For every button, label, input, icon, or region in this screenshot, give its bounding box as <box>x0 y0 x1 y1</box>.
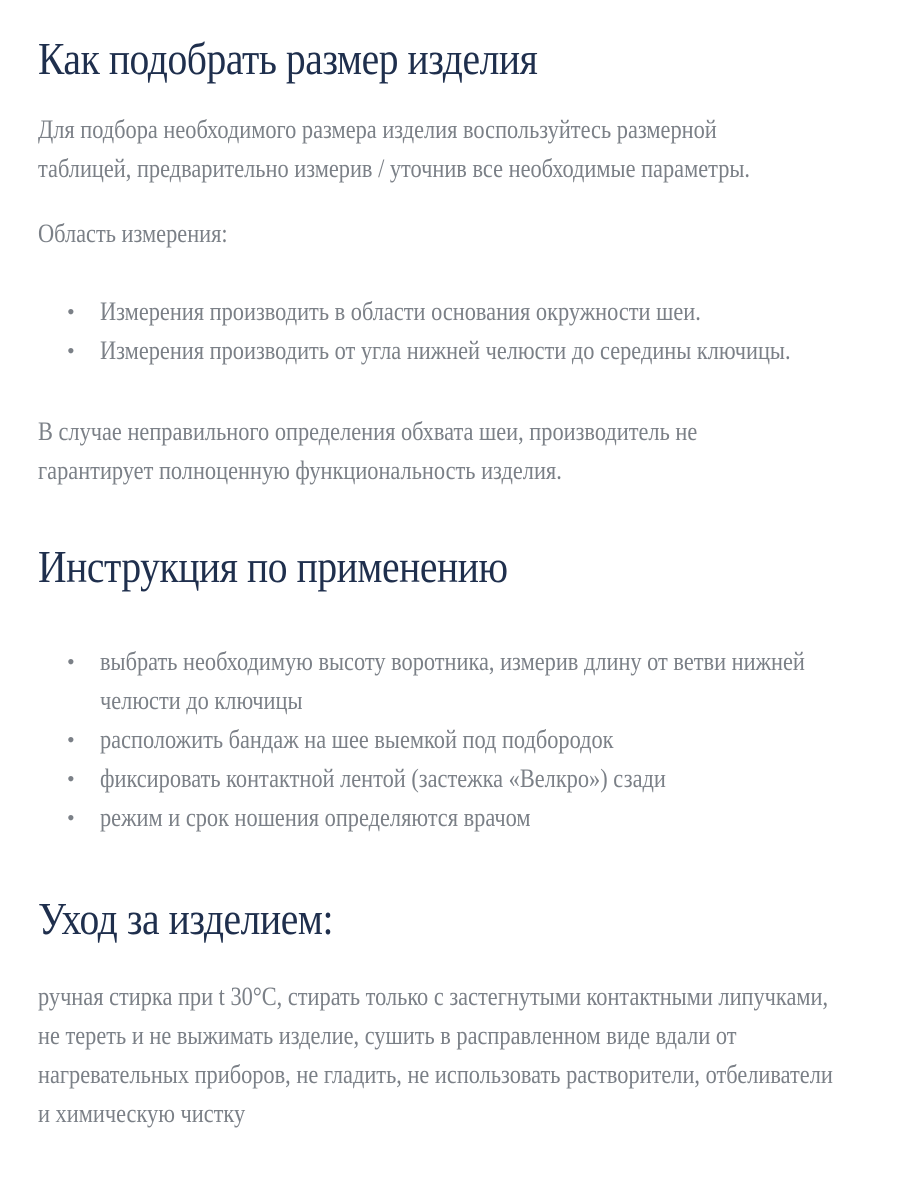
list-item-text: Измерения производить в области основания окружности шеи. <box>100 297 701 326</box>
list-item-text: Измерения производить от угла нижней челюсти до середины ключицы. <box>100 336 791 365</box>
list-item-text: расположить бандаж на шее выемкой под подбородок <box>100 725 614 754</box>
list-item <box>38 642 900 720</box>
list-item <box>38 759 900 798</box>
list-item <box>38 720 900 759</box>
measurement-list <box>38 292 900 370</box>
measurement-area-label <box>38 214 259 253</box>
size-intro-text: Для подбора необходимого размера изделия воспользуйтесь размерной таблицей, предварительно измерив / уточнив все необходимые параметры. <box>38 115 750 183</box>
size-intro-paragraph <box>38 110 900 188</box>
instruction-section-heading: Инструкция по применению <box>38 541 508 592</box>
instruction-list <box>38 642 900 837</box>
list-item-text: фиксировать контактной лентой (застежка «Велкро») сзади <box>100 764 666 793</box>
measurement-area-label-text: Область измерения: <box>38 219 228 248</box>
care-paragraph <box>38 977 900 1133</box>
list-item <box>38 331 900 370</box>
warning-text: В случае неправильного определения обхвата шеи, производитель не гарантирует полноценную функциональность изделия. <box>38 417 698 485</box>
warning-paragraph <box>38 412 868 490</box>
list-item-text: выбрать необходимую высоту воротника, измерив длину от ветви нижней челюсти до ключицы <box>100 647 805 715</box>
size-section-heading: Как подобрать размер изделия <box>38 33 538 84</box>
care-text: ручная стирка при t 30°С, стирать только с застегнутыми контактными липучками, не тереть и не выжимать изделие, сушить в расправленном виде вдали от нагревательных приборов, не гладить, не использовать растворители, отбеливатели и химическую чистку <box>38 982 833 1128</box>
care-section-heading: Уход за изделием: <box>38 893 334 944</box>
list-item-text: режим и срок ношения определяются врачом <box>100 803 531 832</box>
list-item <box>38 798 900 837</box>
list-item <box>38 292 900 331</box>
